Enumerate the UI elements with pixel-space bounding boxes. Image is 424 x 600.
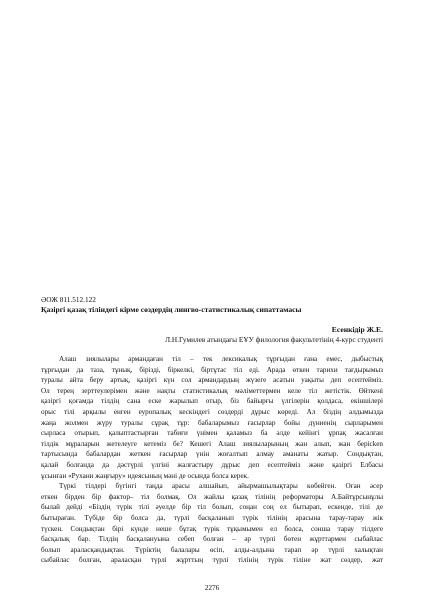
text-line: еткен бірден бір фактор– тіл болмақ. Ол жайлы қазақ тілінің реформаторы А.Байтұрсынұлы: [41, 492, 383, 501]
text-line: болып араласқандықтан. Түріктің балалары өсіп, алды-алдына тарап әр түрлі халықтан: [41, 545, 383, 554]
text-line: түскен. Сондықтан бірі күнде неше бұтақ түрік тұқымымен ел болса, сонша тарау тілдеге: [41, 524, 383, 533]
text-line: тілдік мұраларын жетелеуге кетеміз бе? Кешегі Алаш зиялыларының жан алып, жан берісken: [41, 439, 383, 448]
text-line: ұсынған «Рухани жаңғыру» идеясының мәні де осында болса керек.: [41, 471, 249, 480]
text-line: Түркі тілдері бүгінгі таңда арасы алшайып, айырмашылықтары көбейген. Оған әсер: [59, 482, 383, 491]
text-line: орыс тілі арқылы енген еуропалық кескіндегі сөздерді дұрыс көреді. Ал біздің алдымызда: [41, 407, 383, 416]
page-number: 2276: [204, 583, 220, 592]
text-line: Ол терең зерттеулерімен және нақты статистикалық мәліметтермен келе тіл жетістік. Өйткені: [41, 386, 383, 395]
author-affiliation: Л.Н.Гумилев атындағы ЕҰУ филология факультетінің 4-курс студенті: [165, 335, 383, 344]
paragraph-1: [41, 354, 383, 481]
author-name: Есенкідір Ж.Е.: [331, 325, 383, 334]
text-line: былай дейді «Біздің түрік тілі әуелде бір тіл болып, соңан соң ел бытырап, ескенде, тілі де: [41, 503, 383, 512]
text-line: сыбайлас болған, араласқан түрлі жұрттың түрлі тілінің түрік тіліне жат сөздер, жат: [41, 556, 383, 565]
text-line: қазіргі қоғамда тілдің сана еске жарылып отыр, біз байырғы үлгілерін қолдаса, екіншілері: [41, 397, 383, 406]
text-line: тартысында бабалардан жеткен ғасырлар үнін жоғалтып алмау аманаты жатыр. Сондықтан,: [41, 450, 383, 459]
text-line: басқалық бар. Тілдің басқалануына себеп болған – әр түрлі бөтен жұрттармен сыбайлас: [41, 535, 383, 544]
text-line: бытыраған. Түбіде бір болса да, түрлі басқаланып түрік тілінің арасына тарау-тарау жік: [41, 513, 383, 522]
text-line: Алаш зиялылары армандаған тіл – тек лексикалық тұрғыдан ғана емес, дыбыстық: [59, 355, 383, 363]
text-line: сырласа отырып, қалыптастырған табиғи үнімен қаламыз ба әлде кейінгі ұрпақ жасалған: [41, 429, 383, 438]
article-body: [41, 354, 383, 566]
article-title: Қазіргі қазақ тіліндегі кірме сөздердің лингво-статистикалық сипаттамасы: [41, 305, 302, 314]
paragraph-2: [41, 481, 383, 566]
text-line: туралы айта беру артық, қазіргі күн сол армандардың жүзеге асатын уақыты деп есептейміз.: [41, 376, 383, 385]
text-line: қалай болғанда да дәстүрлі үлгіні жалғастыру дұрыс деп есептейміз және қазіргі Елбасы: [41, 460, 383, 469]
udc-code: ӘОЖ 811.512.122: [41, 295, 96, 304]
text-line: жаңа жолмен жүру туралы сұрақ тұр: бабаларымыз ғасырлар бойы дүниенің сырларымен: [41, 418, 383, 427]
text-line: тұрғыдан да таза, тұнық, бірізді, біркелкі, біртұтас тіл еді. Арада өткен тарихи тағдырымыз: [41, 365, 383, 374]
